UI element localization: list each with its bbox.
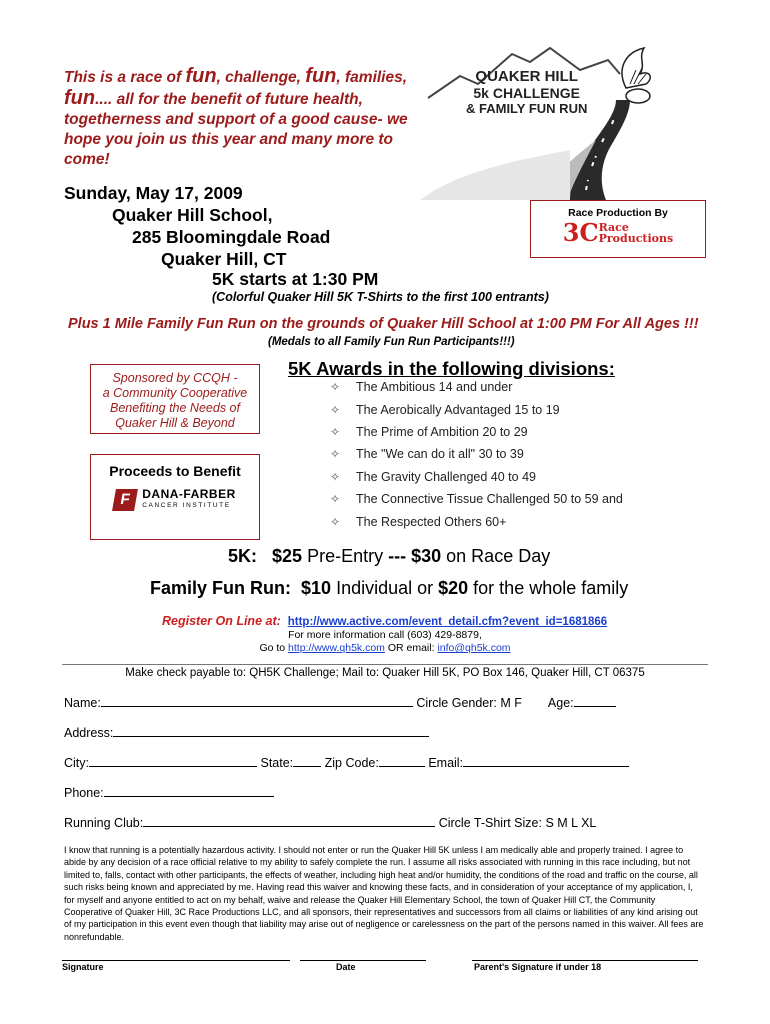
winged-shoe-icon: ✧	[330, 403, 341, 417]
divider	[62, 664, 708, 665]
name-field[interactable]	[101, 694, 413, 707]
winged-shoe-icon: ✧	[330, 425, 341, 439]
award-item: ✧ The Ambitious 14 and under	[330, 380, 513, 394]
tshirt-note: (Colorful Quaker Hill 5K T-Shirts to the first 100 entrants)	[212, 290, 549, 304]
event-address: 285 Bloomingdale Road	[132, 227, 331, 247]
family-pricing: Family Fun Run: $10 Individual or $20 for the whole family	[150, 578, 629, 598]
info-phone: For more information call (603) 429-8879,	[288, 629, 482, 641]
zip-field[interactable]	[379, 754, 425, 767]
winged-shoe-icon: ✧	[330, 380, 341, 394]
sponsor-box: Sponsored by CCQH - a Community Cooperative Benefiting the Needs of Quaker Hill & Beyond	[90, 364, 260, 434]
club-row: Running Club: Circle T-Shirt Size: S M L XL	[64, 816, 597, 830]
event-date: Sunday, May 17, 2009	[64, 183, 243, 203]
date-label: Date	[336, 962, 356, 972]
award-item: ✧ The Gravity Challenged 40 to 49	[330, 470, 536, 484]
register-link[interactable]: http://www.active.com/event_detail.cfm?event_id=1681866	[287, 616, 608, 628]
address-row: Address:	[64, 724, 429, 740]
fun-run-line: Plus 1 Mile Family Fun Run on the grounds of Quaker Hill School at 1:00 PM For All Ages !!!	[68, 316, 699, 332]
winged-shoe-icon: ✧	[330, 492, 341, 506]
email-field[interactable]	[463, 754, 629, 767]
award-item: ✧ The Respected Others 60+	[330, 515, 507, 529]
award-item: ✧ The Aerobically Advantaged 15 to 19	[330, 403, 560, 417]
phone-field[interactable]	[104, 784, 274, 797]
medals-note: (Medals to all Family Fun Run Participants!!!)	[268, 336, 515, 348]
parent-signature-label: Parent's Signature if under 18	[474, 962, 602, 972]
signature-label: Signature	[62, 962, 104, 972]
signature-line[interactable]	[62, 960, 290, 961]
awards-title: 5K Awards in the following divisions:	[288, 358, 615, 379]
winged-shoe-icon	[622, 48, 650, 103]
winged-shoe-icon: ✧	[330, 447, 341, 461]
parent-signature-line[interactable]	[472, 960, 698, 961]
event-venue: Quaker Hill School,	[112, 205, 273, 225]
city-row: City: State: Zip Code: Email:	[64, 754, 629, 770]
dana-farber-logo: F DANA-FARBER CANCER INSTITUTE	[100, 489, 250, 511]
race-logo: QUAKER HILL 5k CHALLENGE & FAMILY FUN RUN	[420, 40, 660, 200]
race-production-box: Race Production By 3C Race Productions	[530, 200, 706, 258]
event-start: 5K starts at 1:30 PM	[212, 269, 379, 289]
club-field[interactable]	[143, 814, 435, 827]
state-field[interactable]	[293, 754, 321, 767]
award-item: ✧ The "We can do it all" 30 to 39	[330, 447, 524, 461]
award-item: ✧ The Connective Tissue Challenged 50 to 59 and	[330, 492, 623, 506]
mountain-road-icon	[420, 40, 660, 200]
date-line[interactable]	[300, 960, 426, 961]
fivek-pricing: 5K: $25 Pre-Entry --- $30 on Race Day	[228, 546, 551, 566]
intro-text: This is a race of fun, challenge, fun, families, fun.... all for the benefit of future health, togetherness and support of a good cause- we hope you join us this year and many more to come!	[64, 65, 408, 168]
3c-logo: 3C Race Productions	[562, 218, 674, 247]
winged-shoe-icon: ✧	[330, 515, 341, 529]
email-link[interactable]: info@qh5k.com	[437, 642, 511, 654]
info-web: Go to http://www.qh5k.com OR email: info@qh5k.com	[259, 642, 511, 654]
register-line: Register On Line at: http://www.active.com/event_detail.cfm?event_id=1681866	[162, 614, 608, 628]
winged-shoe-icon: ✧	[330, 470, 341, 484]
city-field[interactable]	[89, 754, 257, 767]
event-town: Quaker Hill, CT	[161, 249, 287, 269]
website-link[interactable]: http://www.qh5k.com	[288, 642, 385, 654]
award-item: ✧ The Prime of Ambition 20 to 29	[330, 425, 528, 439]
proceeds-box: Proceeds to Benefit F DANA-FARBER CANCER INSTITUTE	[90, 454, 260, 540]
name-row: Name: Circle Gender: M F Age:	[64, 694, 616, 710]
address-field[interactable]	[113, 724, 429, 737]
age-field[interactable]	[574, 694, 616, 707]
waiver-text: I know that running is a potentially hazardous activity. I should not enter or run the Quaker Hill 5K unless I am medically able and properly trained. I agree to abide by any decision of a race official relative to my ability to safely complete the run. I assume all risks associated with running in this race including, but not limited to, falls, contact with other participants, the effects of weather, including high heat and/or humidity, the conditions of the road and traffic on the course, all such risks being known and appreciated by me. Having read this waiver and knowing these facts, and in consideration of your acceptance of my application, I, for myself and anyone entitled to act on my behalf, waive and release the Quaker Hill Elementary School, the town of Quaker Hill CT, the Community Cooperative of Quaker Hill, 3C Race Productions LLC, and all sponsors, their representatives and successors from all claims or liabilities of any kind arising out of my participation in this event even though that liability may arise out of negligence or carelessness on the part of the persons named in this waiver. All fees are nonrefundable.	[64, 845, 704, 942]
check-instructions: Make check payable to: QH5K Challenge; Mail to: Quaker Hill 5K, PO Box 146, Quaker Hill, CT 06375	[125, 667, 645, 679]
phone-row: Phone:	[64, 784, 274, 800]
